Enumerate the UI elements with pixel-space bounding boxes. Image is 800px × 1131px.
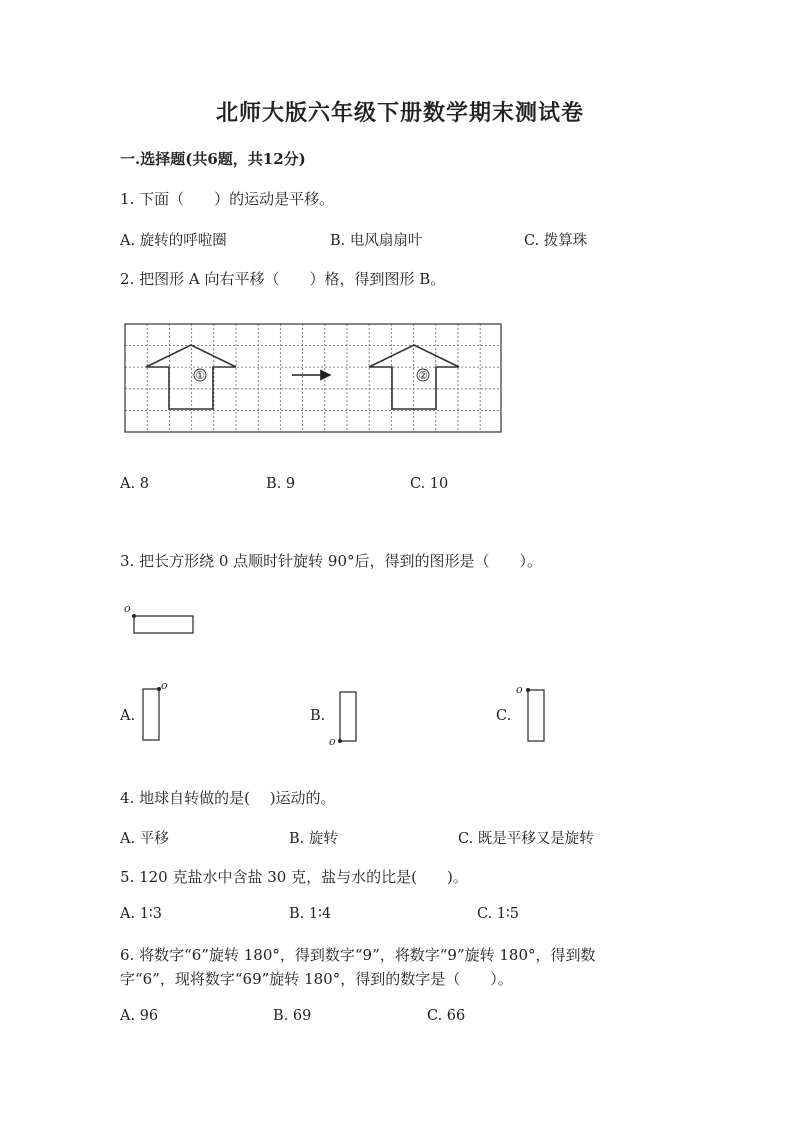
- section-heading: 一.选择题(共6题，共12分): [120, 150, 306, 168]
- question-3-text: 3. 把长方形绕 0 点顺时针旋转 90°后，得到的图形是（ ）。: [120, 552, 543, 570]
- question-2-option-a: A. 8: [120, 476, 149, 492]
- question-5-option-c: C. 1∶5: [477, 906, 520, 922]
- shape-a-label: ①: [195, 369, 205, 382]
- question-1-text: 1. 下面（ ）的运动是平移。: [120, 190, 335, 208]
- translation-grid-figure: [124, 323, 502, 433]
- question-2-option-b: B. 9: [266, 476, 296, 492]
- question-1-option-c: C. 拨算珠: [524, 233, 588, 249]
- option-a-figure: [138, 680, 178, 746]
- option-c-point-label: o: [516, 683, 523, 696]
- option-a-rectangle: [143, 689, 159, 740]
- question-6-option-a: A. 96: [120, 1008, 159, 1024]
- option-a-point-label: o: [161, 679, 168, 692]
- point-o-label: o: [124, 602, 131, 615]
- question-4-text: 4. 地球自转做的是( )运动的。: [120, 789, 336, 807]
- question-3-option-b: B.: [310, 708, 326, 724]
- question-5-option-b: B. 1∶4: [289, 906, 332, 922]
- option-c-figure: [512, 680, 552, 746]
- option-b-rectangle: [340, 692, 356, 741]
- option-c-point: [526, 688, 530, 692]
- question-6-option-c: C. 66: [427, 1008, 466, 1024]
- question-2-text: 2. 把图形 A 向右平移（ ）格，得到图形 B。: [120, 270, 446, 288]
- option-b-point-label: o: [329, 735, 336, 748]
- question-6-text-line-2: 字“6”，现将数字“69”旋转 180°，得到的数字是（ ）。: [120, 970, 513, 988]
- option-b-point: [338, 739, 342, 743]
- option-c-rectangle: [528, 690, 544, 741]
- original-rectangle: [134, 616, 193, 633]
- question-3-option-a: A.: [120, 708, 136, 724]
- question-4-option-a: A. 平移: [120, 831, 169, 847]
- grid-border: [125, 324, 501, 432]
- question-5-text: 5. 120 克盐水中含盐 30 克，盐与水的比是( )。: [120, 868, 468, 886]
- question-4-option-c: C. 既是平移又是旋转: [458, 831, 594, 847]
- question-5-option-a: A. 1∶3: [120, 906, 162, 922]
- question-6-option-b: B. 69: [273, 1008, 312, 1024]
- page-title: 北师大版六年级下册数学期末测试卷: [215, 100, 584, 126]
- question-6-text-line-1: 6. 将数字“6”旋转 180°，得到数字“9”，将数字“9”旋转 180°，得到数: [120, 946, 596, 964]
- shape-b-label: ②: [418, 369, 428, 382]
- question-2-option-c: C. 10: [410, 476, 449, 492]
- question-3-option-c: C.: [496, 708, 512, 724]
- question-4-option-b: B. 旋转: [289, 831, 338, 847]
- question-1-option-a: A. 旋转的呼啦圈: [120, 233, 227, 249]
- original-rectangle-figure: [120, 600, 200, 640]
- option-b-figure: [326, 686, 366, 748]
- question-1-option-b: B. 电风扇扇叶: [330, 233, 423, 249]
- shape-a-arrow-outline: [146, 345, 236, 409]
